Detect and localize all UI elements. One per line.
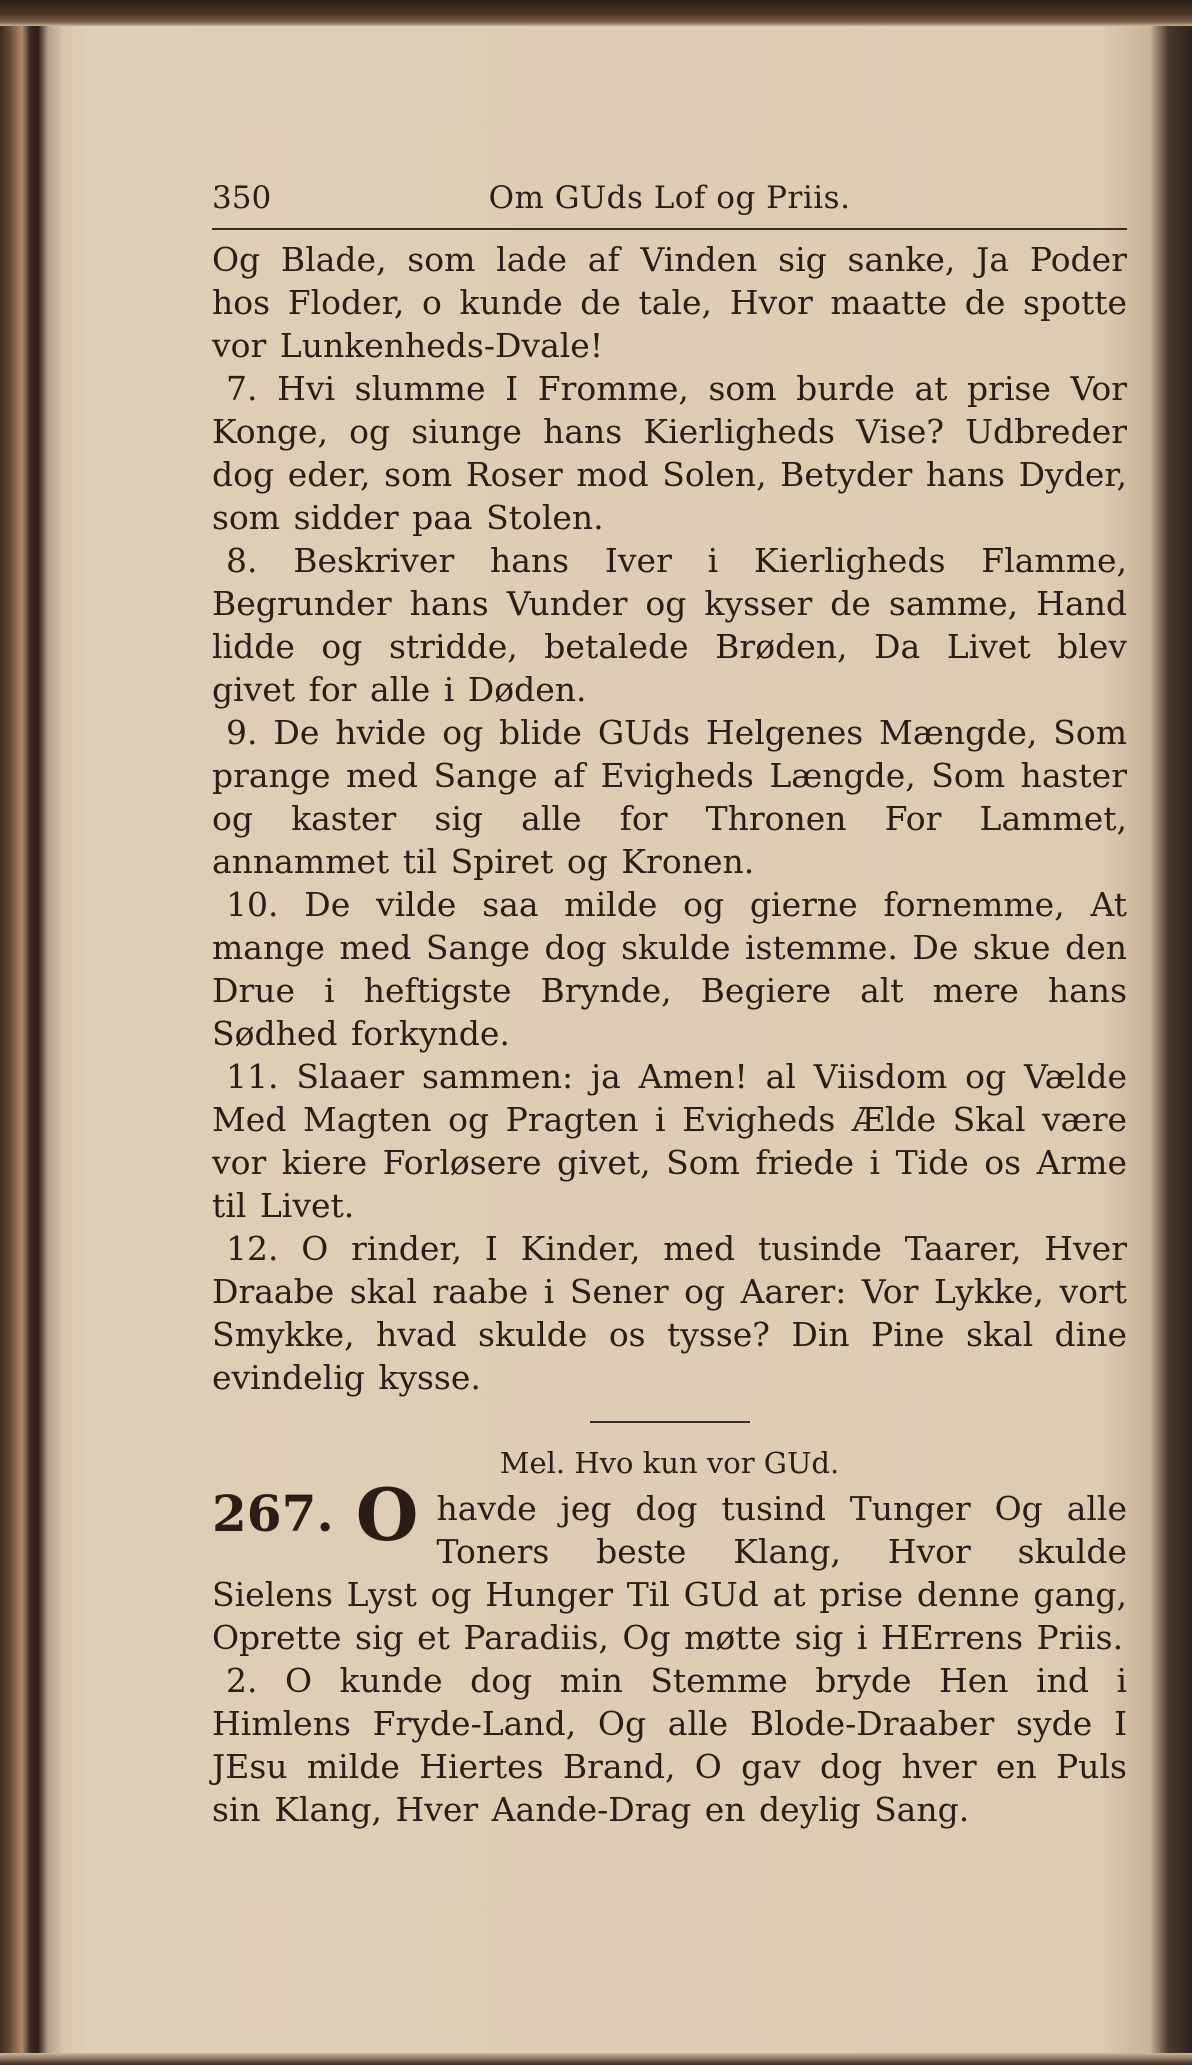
book-top-edge bbox=[0, 0, 1192, 26]
book-bottom-edge bbox=[0, 2053, 1192, 2065]
verse-12: 12. O rinder, I Kinder, med tusinde Taarer, Hver Draabe skal raabe i Sener og Aarer: Vor Lykke, vort Smykke, hvad skulde os tysse? Din Pine skal dine evindelig kysse. bbox=[212, 1229, 1127, 1397]
section-divider bbox=[590, 1421, 750, 1423]
verse-7: 7. Hvi slumme I Fromme, som burde at prise Vor Konge, og siunge hans Kierligheds Vise? Udbreder dog eder, som Roser mod Solen, Betyder hans Dyder, som sidder paa Stolen. bbox=[212, 369, 1127, 537]
drop-cap: O bbox=[355, 1472, 419, 1557]
page-number: 350 bbox=[212, 180, 272, 216]
hymn-verse-1: havde jeg dog tusind Tunger Og alle Toners beste Klang, Hvor skulde Sielens Lyst og Hunger Til GUd at prise denne gang, Oprette sig et Paradiis, Og møtte sig i HErrens Priis. bbox=[212, 1489, 1127, 1657]
page-content bbox=[212, 176, 1127, 1831]
continuation-paragraph: Og Blade, som lade af Vinden sig sanke, Ja Poder hos Floder, o kunde de tale, Hvor maatte de spotte vor Lunkenheds-Dvale! bbox=[212, 240, 1127, 365]
page-header bbox=[212, 176, 1127, 230]
verse-11: 11. Slaaer sammen: ja Amen! al Viisdom og Vælde Med Magten og Pragten i Evigheds Ælde Skal være vor kiere Forløsere givet, Som friede i Tide os Arme til Livet. bbox=[212, 1057, 1127, 1225]
verse-9: 9. De hvide og blide GUds Helgenes Mængde, Som prange med Sange af Evigheds Længde, Som haster og kaster sig alle for Thronen For Lammet, annammet til Spiret og Kronen. bbox=[212, 713, 1127, 881]
body-text bbox=[212, 238, 1127, 1831]
verse-10: 10. De vilde saa milde og gierne fornemme, At mange med Sange dog skulde istemme. De skue den Drue i heftigste Brynde, Begiere alt mere hans Sødhed forkynde. bbox=[212, 885, 1127, 1053]
verse-8: 8. Beskriver hans Iver i Kierligheds Flamme, Begrunder hans Vunder og kysser de samme, Hand lidde og stridde, betalede Brøden, Da Livet blev givet for alle i Døden. bbox=[212, 541, 1127, 709]
melody-line: Mel. Hvo kun vor GUd. bbox=[499, 1446, 840, 1480]
hymn-number: 267. bbox=[212, 1484, 334, 1543]
hymn-verse-2: 2. O kunde dog min Stemme bryde Hen ind i Himlens Fryde-Land, Og alle Blode-Draaber syde I JEsu milde Hiertes Brand, O gav dog hver en Puls sin Klang, Hver Aande-Drag en deylig Sang. bbox=[212, 1661, 1127, 1829]
running-head: Om GUds Lof og Priis. bbox=[488, 180, 851, 216]
hymn-267 bbox=[212, 1472, 1127, 1659]
